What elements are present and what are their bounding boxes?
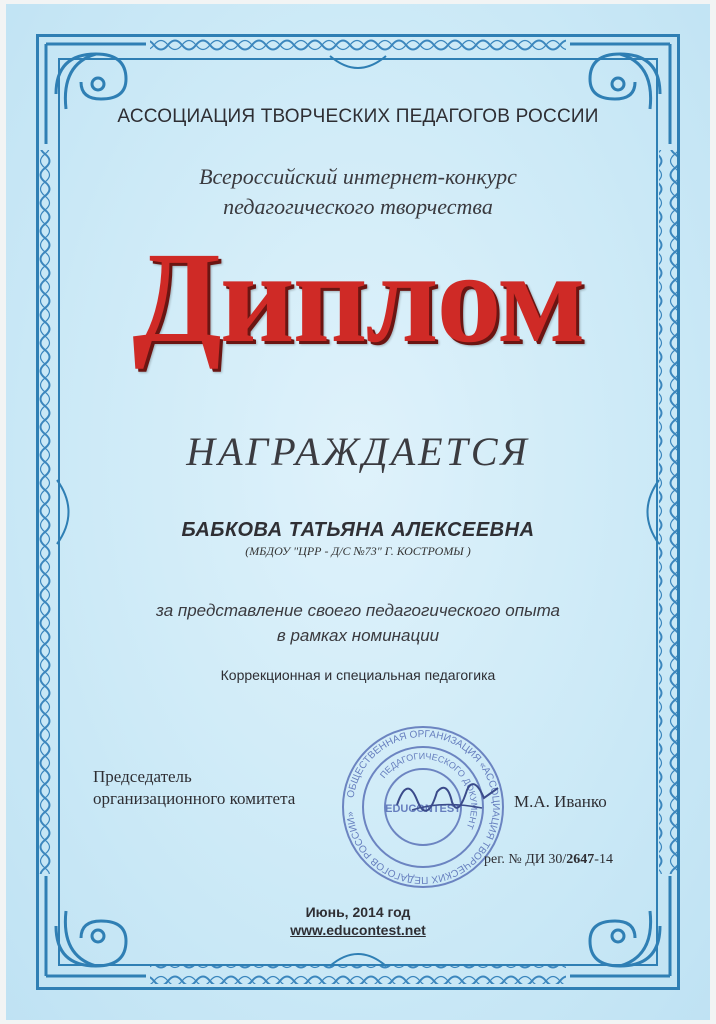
contest-name xyxy=(0,162,716,222)
recipient-institution: (МБДОУ "ЦРР - Д/С №73" Г. КОСТРОМЫ ) xyxy=(245,544,471,558)
reason-line-2: в рамках номинации xyxy=(276,626,440,645)
award-reason xyxy=(0,598,716,648)
svg-text:EDUCONTEST: EDUCONTEST xyxy=(385,803,461,815)
diploma-title: Диплом xyxy=(132,226,584,370)
chair-line-2: организационного комитета xyxy=(93,789,296,808)
handwritten-signature xyxy=(392,770,502,820)
awarded-heading: НАГРАЖДАЕТСЯ xyxy=(186,429,530,474)
contest-line-1: Всероссийский интернет-конкурс xyxy=(199,164,517,189)
chair-title xyxy=(93,766,295,810)
signer-name: М.А. Иванко xyxy=(514,792,607,811)
registration-number xyxy=(484,852,613,868)
registration-number-bold: 2647 xyxy=(566,852,595,867)
corner-ornament-top-right xyxy=(560,34,680,154)
website-link[interactable]: www.educontest.net xyxy=(290,922,426,938)
issue-date: Июнь, 2014 год xyxy=(305,904,411,920)
registration-prefix: рег. № ДИ 30/ xyxy=(484,852,567,867)
chair-line-1: Председатель xyxy=(93,767,192,786)
corner-ornament-top-left xyxy=(36,34,156,154)
nomination-name: Коррекционная и специальная педагогика xyxy=(220,667,496,683)
recipient-name: БАБКОВА ТАТЬЯНА АЛЕКСЕЕВНА xyxy=(181,519,535,541)
contest-line-2: педагогического творчества xyxy=(223,194,493,219)
reason-line-1: за представление своего педагогического опыта xyxy=(155,601,560,620)
registration-suffix: -14 xyxy=(594,852,613,867)
association-name: АССОЦИАЦИЯ ТВОРЧЕСКИХ ПЕДАГОГОВ РОССИИ xyxy=(117,106,599,127)
svg-text:ПЕДАГОГИЧЕСКОГО ДОКУМЕНТ: ПЕДАГОГИЧЕСКОГО ДОКУМЕНТ xyxy=(377,750,480,831)
svg-text:ОБЩЕСТВЕННАЯ ОРГАНИЗАЦИЯ «АССО: ОБЩЕСТВЕННАЯ ОРГАНИЗАЦИЯ «АССОЦИАЦИЯ ТВОРЧЕСКИХ ПЕДАГОГОВ РОССИИ» xyxy=(345,728,502,886)
